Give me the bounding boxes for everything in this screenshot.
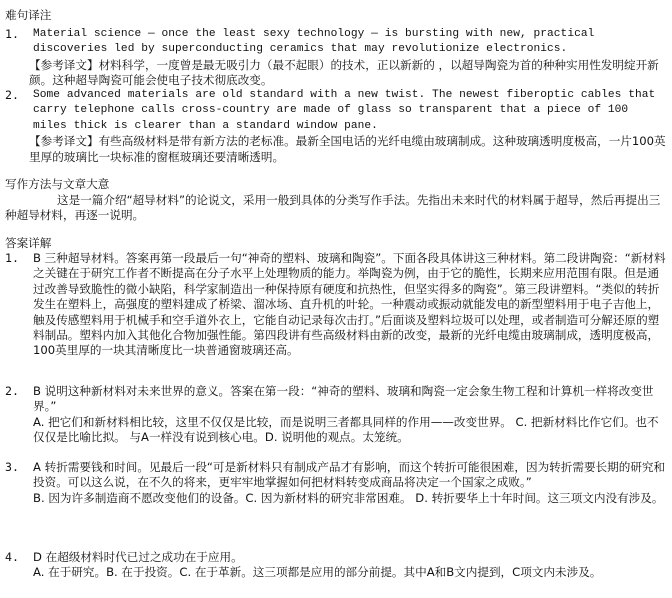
section-heading-answers: 答案详解 <box>5 236 52 250</box>
writing-method-summary: 这是一篇介绍“超导材料”的论说文，采用一般到具体的分类写作手法。先指出未来时代的材料属于超导，然后再提出三种超导材料，再逐一说明。 <box>5 193 661 223</box>
reference-translation: 【参考译文】有些高级材料是带有新方法的老标准。最新全国电话的光纤电缆由玻璃制成。这种玻璃透明度极高，一片100英里厚的玻璃比一块标准的窗框玻璃还要清晰透明。 <box>29 134 666 164</box>
english-sentence: Some advanced materials are old standard with a new twist. The newest fiberoptic cables that carry telephone calls cross-country are made of glass so transparent that a piece of 100 miles thick is clearer than a standard window pane. <box>33 89 656 132</box>
english-sentence: Material science — once the least sexy technology — is bursting with new, practical discoveries led by superconducting ceramics that may revolutionize electronics. <box>33 28 595 56</box>
item-number: 2. <box>5 88 19 102</box>
answer-explanation: B 说明这种新材料对未来世界的意义。答案在第一段：“神奇的塑料、玻璃和陶瓷一定会象生物工程和计算机一样将改变世界。” <box>33 384 654 414</box>
item-number: 4. <box>5 550 19 564</box>
answer-explanation: A 转折需要钱和时间。见最后一段“可是新材料只有制成产品才有影响，而这个转折可能很困难，因为转折需要长期的研究和投资。可以这么说，在不久的将来，更牢牢地掌握如何把材料转变成商品将决定一个国家之成败。” <box>33 460 666 490</box>
answer-4 <box>5 550 667 581</box>
item-number: 1. <box>5 251 19 265</box>
difficult-sentence-2 <box>5 88 667 165</box>
section-heading-writing-method: 写作方法与文章大意 <box>5 177 110 191</box>
section-heading-difficult-sentences: 难句译注 <box>5 8 52 22</box>
item-number: 2. <box>5 384 19 398</box>
answer-3 <box>5 460 667 506</box>
item-number: 1. <box>5 27 19 41</box>
distractor-analysis: A. 在于研究。B. 在于投资。C. 在于革新。这三项都是应用的部分前提。其中A和B文内提到，C项文内未涉及。 <box>33 565 602 580</box>
reference-translation: 【参考译文】材料科学，一度曾是最无吸引力（最不起眼）的技术，正以新新的 ，以超导陶瓷为首的种种实用性发明绽开新颜。这种超导陶瓷可能会使电子技术彻底改变。 <box>29 57 659 88</box>
answer-explanation: D 在超级材料时代已过之成功在于应用。 <box>33 550 243 564</box>
answer-explanation: B 三种超导材料。答案再第一段最后一句“神奇的塑料、玻璃和陶瓷”。下面各段具体讲这三种材料。第二段讲陶瓷：“新材料之关键在于研究工作者不断提高在分子水平上处理物质的能力。举陶瓷为例，由于它的脆性，长期来应用范围有限。但是通过改善导致脆性的微小缺陷，科学家制造出一种保持原有硬度和抗热性，但坚实得多的陶瓷”。第三段讲塑料。“类似的转折发生在塑料上，高强度的塑料建成了桥梁、溜冰场、直升机的叶轮。一种震动或振动就能发电的新型塑料用于电子吉他上，触及传感塑料用于机械手和空手道外衣上，它能自动记录每次击打。”后面谈及塑料垃圾可以处理，或者制造可分解还原的塑料制品。塑料内加入其他化合物加强性能。第四段讲有些高级材料由新的改变，最新的光纤电缆由玻璃制成，透明度极高，100英里厚的一块其清晰度比一块普通窗玻璃还高。 <box>33 251 666 358</box>
answer-2 <box>5 384 667 446</box>
distractor-analysis: B. 因为许多制造商不愿改变他们的设备。C. 因为新材料的研究非常困难。 D. 转折要华上十年时间。这三项文内没有涉及。 <box>33 490 664 505</box>
difficult-sentence-1 <box>5 27 667 89</box>
distractor-analysis: A. 把它们和新材料相比较，这里不仅仅是比较，而是说明三者都具同样的作用——改变世界。 C. 把新材料比作它们。也不仅仅是比喻比拟。 与A一样没有说到核心电。D. 说明他的观点。太笼统。 <box>33 414 659 445</box>
item-number: 3. <box>5 460 19 474</box>
answer-1 <box>5 251 667 359</box>
